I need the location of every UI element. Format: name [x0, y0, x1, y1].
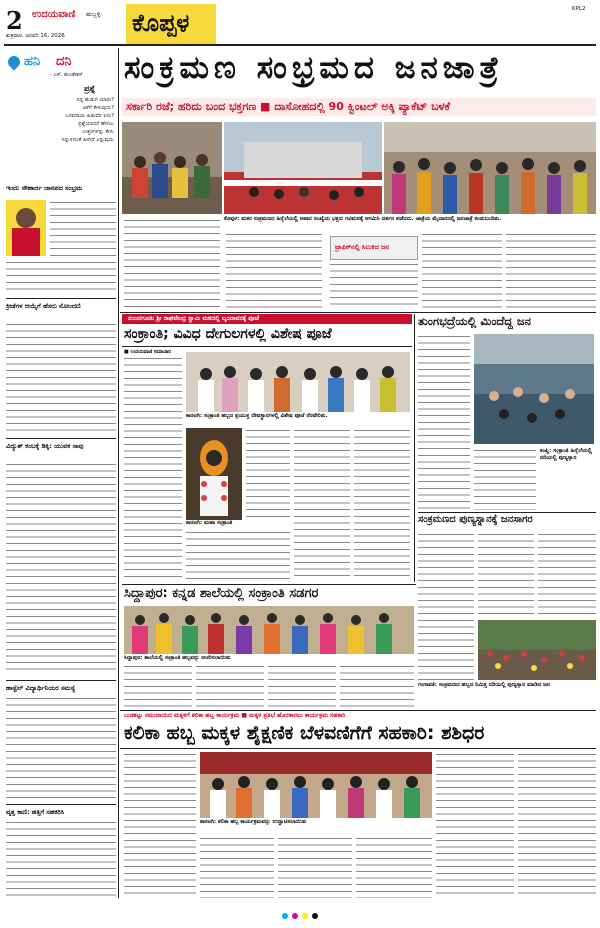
top-caption: ಕೊಪ್ಪಳ: ಮಕರ ಸಂಕ್ರಮಣದ ಹಿನ್ನೆಲೆಯಲ್ಲಿ ಅಪಾರ ಸಂಖ್ಯೆಯ ಭಕ್ತರು ಗವಿಮಠಕ್ಕೆ ಆಗಮಿಸಿ ದರ್ಶನ ಪಡೆದರು. ಜಾತ್ರೆಯ ಮೈದಾನದಲ್ಲಿ ಜನಜಾತ್ರೆ ಕಂಡುಬಂದಿತು.: [224, 216, 502, 222]
main-story-col1: [124, 218, 220, 310]
kalika-rule: [120, 710, 596, 711]
hani-byline: - ಎಸ್. ಹುಂಡೇಕರ್: [50, 72, 83, 78]
page-code: KPL2: [572, 6, 586, 12]
left-story1-photo: [6, 200, 46, 256]
main-story-col2: [226, 232, 322, 310]
left-story4-body: [6, 696, 116, 800]
column-rule-right: [414, 314, 415, 582]
left-story1-body-b: [6, 260, 116, 294]
kalika-photo: [200, 752, 432, 818]
kalika-col1: [124, 752, 196, 898]
sankramana-photo: [478, 620, 596, 680]
main-story-col4: [506, 232, 596, 310]
column-rule-left: [118, 48, 119, 898]
sankramana-col3: [538, 532, 596, 616]
tunga-photo: [474, 334, 594, 444]
hani-dani-box: [4, 50, 116, 180]
sankranti-col1: [124, 356, 182, 580]
left-story1-title: ಇಂದು ಸೌಹಾರ್ದ ಜಾನಪದ ಸಂಭ್ರಮ: [6, 184, 83, 192]
sankranti-headline: ಸಂಕ್ರಾಂತಿ; ವಿವಿಧ ದೇಗುಲಗಳಲ್ಲಿ ವಿಶೇಷ ಪೂಜೆ: [124, 326, 332, 342]
sankramana-caption: ಗಂಗಾವತಿ: ಸಂಕ್ರಮಣದ ಹಬ್ಬದ ನಿಮಿತ್ತ ನದಿಯಲ್ಲಿ ಪುಣ್ಯಸ್ನಾನ ಮಾಡಿದ ಜನ: [418, 682, 550, 688]
siddapur-col2: [196, 664, 264, 708]
top-photo-3: [384, 122, 596, 214]
kalika-col6: [518, 752, 596, 898]
sankramana-col2: [478, 532, 534, 616]
sankranti-caption: ಕಾರಟಗಿ: ಸಂಕ್ರಾಂತಿ ಹಬ್ಬದ ಪ್ರಯುಕ್ತ ದೇವಸ್ಥಾನಗಳಲ್ಲಿ ವಿಶೇಷ ಪೂಜೆ ನೆರವೇರಿತು.: [186, 413, 328, 419]
kalika-rule-2: [120, 748, 596, 749]
sankramana-headline: ಸಂಕ್ರಮಣದ ಪುಣ್ಯಸ್ನಾನಕ್ಕೆ ಜನಸಾಗರ: [418, 514, 533, 525]
hani-heading: ಪ್ರಶ್ನೆ: [84, 84, 96, 93]
tunga-col2: [474, 448, 536, 510]
sankranti-col3: [294, 428, 350, 580]
hani-title: ಹನಿ: [24, 54, 41, 69]
sankranti-col2b: [186, 530, 290, 580]
kalika-col4: [356, 836, 432, 898]
left-story3-body: [6, 462, 116, 672]
siddapur-rule: [122, 584, 416, 585]
idol-caption: ಕಾರಟಗಿ: ಮಹಾ ಸಂಕ್ರಾಂತಿ: [186, 520, 233, 526]
siddapur-headline: ಸಿದ್ದಾಪುರ: ಕನ್ನಡ ಶಾಲೆಯಲ್ಲಿ ಸಂಕ್ರಾಂತಿ ಸಡಗರ: [124, 586, 319, 601]
banner-strip-text: ನಂಜನಗೂಡು ಶ್ರೀ ರಾಘವೇಂದ್ರ ಸ್ವಾಮಿ ಮಠದಲ್ಲಿ ಬೃಂದಾವನಕ್ಕೆ ಪೂಜೆ: [128, 315, 260, 322]
sankranti-col2: [246, 428, 290, 520]
left-rule-3: [6, 680, 116, 681]
left-story1-body-a: [50, 200, 116, 256]
sankranti-rule: [122, 346, 412, 347]
sankranti-idol-photo: [186, 428, 242, 520]
kalika-col2: [200, 836, 274, 898]
kalika-col3: [278, 836, 352, 898]
sankranti-photo: [186, 352, 410, 412]
section-title: ಕೊಪ್ಪಳ: [132, 9, 190, 37]
left-rule-1: [6, 298, 116, 299]
dani-title: ದನಿ: [56, 54, 72, 69]
left-story5-body: [6, 820, 116, 900]
siddapur-photo: [124, 606, 414, 654]
left-story4-title: ಹಾಸ್ಟೆಲ್ ವಿದ್ಯಾರ್ಥಿನಿಯರ ಸಮಸ್ಯೆ: [6, 684, 76, 692]
siddapur-col1: [124, 664, 192, 708]
issue-date: ಶುಕ್ರವಾರ, ಜನವರಿ 16, 2026: [6, 33, 65, 39]
sub-headline: ಸರ್ಕಾರಿ ರಜೆ; ಹರಿದು ಬಂದ ಭಕ್ತಗಣ ■ ದಾಸೋಹದಲ್ಲಿ 90 ಕ್ವಿಂಟಲ್ ಅಕ್ಕಿ ಪ್ಯಾಕೆಟ್ ಬಳಕೆ: [126, 100, 450, 113]
kalika-caption: ಕಾರಟಗಿ: ಕಲಿಕಾ ಹಬ್ಬ ಕಾರ್ಯಕ್ರಮವನ್ನು ಉದ್ಘಾಟಿಸಲಾಯಿತು: [200, 819, 307, 825]
color-registration-bar: [60, 912, 540, 920]
top-photo-2: [224, 122, 382, 214]
kalika-headline: ಕಲಿಕಾ ಹಬ್ಬ ಮಕ್ಕಳ ಶೈಕ್ಷಣಿಕ ಬೆಳವಣಿಗೆಗೆ ಸಹಕಾರಿ: ಶಶಿಧರ: [124, 722, 485, 744]
boxed-note: [330, 236, 418, 260]
left-story3-title: ವಿದ್ಯುತ್ ಕಂಬಕ್ಕೆ ಡಿಕ್ಕಿ: ಯುವಕ ಸಾವು: [6, 442, 84, 450]
left-story2-body: [6, 322, 116, 432]
boxed-note-body: [330, 262, 418, 310]
page-number: 2: [6, 6, 23, 35]
dateline-karatagi: ■ ಉದಯವಾಣಿ ಸಮಾಚಾರ: [124, 349, 171, 355]
main-headline: ಸಂಕ್ರಮಣ ಸಂಭ್ರಮದ ಜನಜಾತ್ರೆ: [124, 50, 504, 86]
section-rule-1: [120, 312, 596, 313]
sankramana-col1: [418, 532, 474, 680]
masthead-rule: [4, 44, 596, 46]
siddapur-caption: ಸಿದ್ದಾಪುರ: ಶಾಲೆಯಲ್ಲಿ ಸಂಕ್ರಾಂತಿ ಹಬ್ಬವನ್ನು ಆಚರಿಸಲಾಯಿತು: [124, 655, 231, 661]
left-story2-title: ಕ್ರೀಡೆಗಳ ಆಯ್ಕೆಗೆ ಹೆಸರು ನೋಂದಣಿ: [6, 302, 81, 310]
siddapur-col4: [340, 664, 414, 708]
left-story5-title: ವೃತ್ತ ಕಾಣಿ: ಹತ್ತಿಗೆ ಸಹಕರಿಸಿ: [6, 808, 65, 816]
edition-name: ಹುಬ್ಬಳ್ಳಿ: [86, 11, 101, 18]
hani-verse: ನಿನ್ನ ಹುಡುಗ ಯಾರು? ಏಕೆಗೆ ಕೇಳುವುದು? ಬಸವರಾಯ ಹಿಡುವೆರ ಏನು? ಪ್ರಶ್ನೆಯಾದರೆ ಹೇಳಲು ಉತ್ತರಗಳನ್ನು ಕೇಳು ಇನ್ನುಳಿದಂತೆ ಹೀಗಿದೆ ಎನ್ನುವುದು: [61, 97, 114, 143]
paper-name: ಉದಯವಾಣಿ: [32, 9, 76, 20]
tunga-headline: ತುಂಗಭದ್ರೆಯಲ್ಲಿ ಮಿಂದೆದ್ದ ಜನ: [418, 314, 531, 328]
top-photo-1: [122, 122, 222, 214]
siddapur-col3: [268, 664, 336, 708]
left-rule-4: [6, 804, 116, 805]
sankranti-col4: [354, 428, 410, 580]
boxed-note-title: ಟ್ರಾಫಿಕ್‌ನಲ್ಲಿ ಸಿಲುಕಿದ ಜನ: [335, 243, 390, 251]
drop-icon: [6, 54, 23, 71]
tunga-col1: [418, 334, 470, 510]
left-rule-2: [6, 438, 116, 439]
kalika-col5: [436, 752, 514, 898]
tunga-side-note: ಕಂಪ್ಲಿ: ಸಂಕ್ರಾಂತಿ ಹಿನ್ನೆಲೆಯಲ್ಲಿ ನದಿಯಲ್ಲಿ ಪುಣ್ಯಸ್ನಾನ: [540, 448, 592, 461]
kalika-strap: ಬುಡಕಟ್ಟು ಸಮುದಾಯದ ಮಕ್ಕಳಿಗೆ ಕಲಿಕಾ ಹಬ್ಬ ಕಾರ್ಯಕ್ರಮ ■ ಮಕ್ಕಳ ಪ್ರತಿಭೆ ಹೊರತಾರಲು ಕಾರ್ಯಕ್ರಮ ಸಹಕಾರಿ: [124, 712, 346, 719]
main-story-col3: [422, 232, 502, 310]
sankramana-rule: [418, 512, 596, 513]
